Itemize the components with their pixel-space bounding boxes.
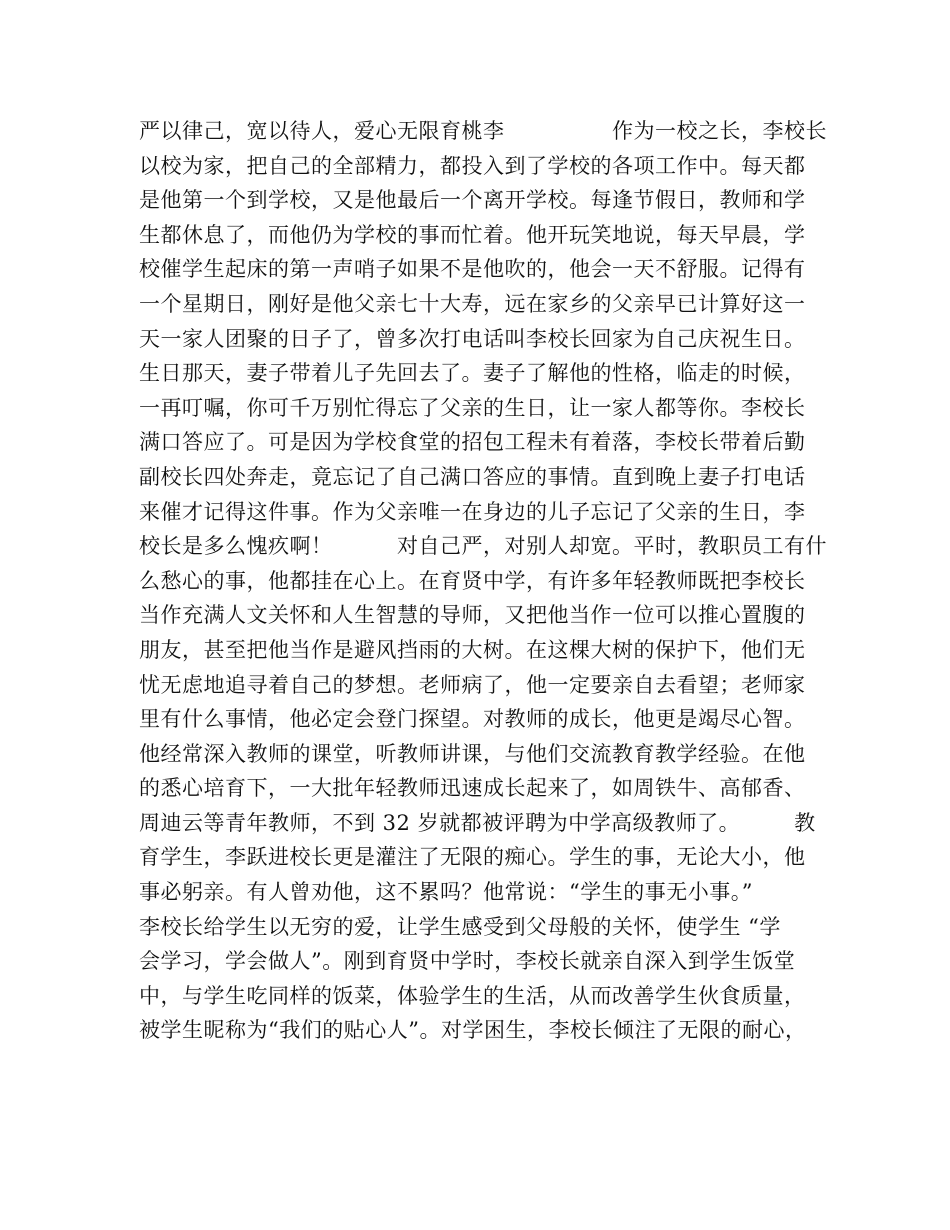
text-line-18: 里有什么事情，他必定会登门探望。对教师的成长，他更是竭尽心智。 [139, 707, 806, 732]
text-line-4: 生都休息了，而他仍为学校的事而忙着。他开玩笑地说，每天早晨，学 [139, 222, 806, 247]
text-line-13: 校长是多么愧疚啊！ 对自己严，对别人却宽。平时，教职员工有什 [139, 534, 827, 559]
text-line-20: 的悉心培育下，一大批年轻教师迅速成长起来了，如周铁牛、高郁香、 [139, 776, 806, 801]
text-line-27: 被学生昵称为“我们的贴心人”。对学困生，李校长倾注了无限的耐心， [139, 1018, 807, 1043]
text-line-17: 忧无虑地追寻着自己的梦想。老师病了，他一定要亲自去看望；老师家 [139, 672, 806, 697]
text-line-10: 满口答应了。可是因为学校食堂的招包工程未有着落，李校长带着后勤 [139, 430, 806, 455]
text-line-25: 会学习，学会做人”。刚到育贤中学时，李校长就亲自深入到学生饭堂 [139, 949, 796, 974]
text-line-8: 生日那天，妻子带着儿子先回去了。妻子了解他的性格，临走的时候， [139, 361, 806, 386]
text-line-22: 育学生，李跃进校长更是灌注了无限的痴心。学生的事，无论大小，他 [139, 845, 806, 870]
text-line-24: 李校长给学生以无穷的爱，让学生感受到父母般的关怀，使学生 “学 [139, 914, 781, 939]
text-line-12: 来催才记得这件事。作为父亲唯一在身边的儿子忘记了父亲的生日，李 [139, 499, 806, 524]
text-line-6: 一个星期日，刚好是他父亲七十大寿，远在家乡的父亲早已计算好这一 [139, 291, 806, 316]
text-line-15: 当作充满人文关怀和人生智慧的导师，又把他当作一位可以推心置腹的 [139, 603, 806, 628]
text-line-21: 周迪云等青年教师，不到 32 岁就都被评聘为中学高级教师了。 教 [139, 810, 816, 835]
text-line-23: 事必躬亲。有人曾劝他，这不累吗？他常说：“学生的事无小事。” [139, 880, 753, 905]
text-line-9: 一再叮嘱，你可千万别忙得忘了父亲的生日，让一家人都等你。李校长 [139, 395, 806, 420]
text-line-11: 副校长四处奔走，竟忘记了自己满口答应的事情。直到晚上妻子打电话 [139, 464, 806, 489]
text-line-1: 严以律己，宽以待人，爱心无限育桃李 作为一校之长，李校长 [139, 119, 827, 143]
text-line-7: 天一家人团聚的日子了，曾多次打电话叫李校长回家为自己庆祝生日。 [139, 326, 806, 351]
body-text [139, 114, 829, 1048]
text-line-14: 么愁心的事，他都挂在心上。在育贤中学，有许多年轻教师既把李校长 [139, 568, 806, 593]
text-line-5: 校催学生起床的第一声哨子如果不是他吹的，他会一天不舒服。记得有 [139, 257, 806, 282]
text-line-2: 以校为家，把自己的全部精力，都投入到了学校的各项工作中。每天都 [139, 153, 806, 178]
text-line-3: 是他第一个到学校，又是他最后一个离开学校。每逢节假日，教师和学 [139, 188, 806, 213]
text-line-19: 他经常深入教师的课堂，听教师讲课，与他们交流教育教学经验。在他 [139, 741, 806, 766]
text-line-26: 中，与学生吃同样的饭菜，体验学生的生活，从而改善学生伙食质量， [139, 983, 806, 1008]
text-line-16: 朋友，甚至把他当作是避风挡雨的大树。在这棵大树的保护下，他们无 [139, 637, 806, 662]
